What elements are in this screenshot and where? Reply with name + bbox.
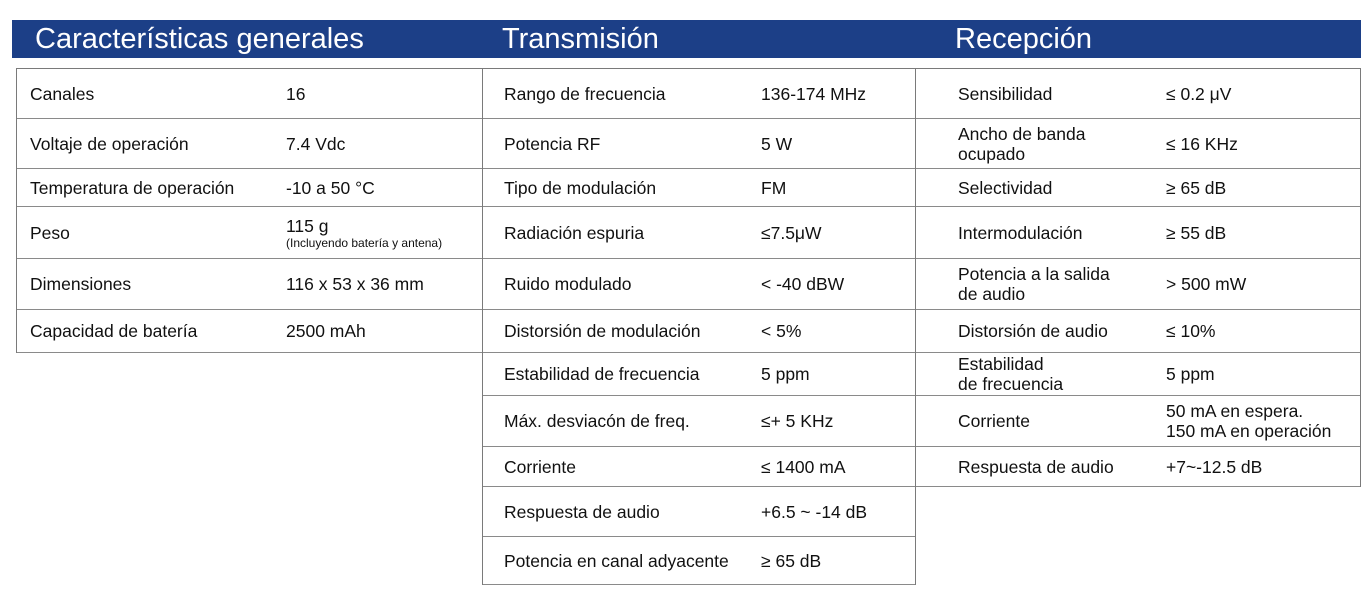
spec-row bbox=[17, 310, 482, 353]
spec-value-text: ≥ 65 dB bbox=[761, 550, 822, 571]
spec-label: Potencia en canal adyacente bbox=[504, 550, 729, 571]
spec-label: Peso bbox=[30, 222, 70, 243]
spec-value bbox=[761, 134, 792, 154]
spec-label: Sensibilidad bbox=[958, 83, 1053, 104]
transmission-specs-table bbox=[482, 68, 916, 585]
spec-value bbox=[761, 321, 801, 341]
spec-row bbox=[483, 353, 915, 396]
spec-value bbox=[1166, 321, 1216, 341]
spec-value bbox=[1166, 401, 1331, 441]
general-specs-table bbox=[16, 68, 483, 353]
spec-row bbox=[17, 169, 482, 207]
spec-row bbox=[483, 447, 915, 487]
reception-specs-table bbox=[915, 68, 1361, 487]
spec-value-text: +7~-12.5 dB bbox=[1166, 456, 1263, 477]
spec-row bbox=[17, 69, 482, 119]
header-general: Características generales bbox=[35, 23, 364, 55]
spec-value bbox=[1166, 223, 1226, 243]
spec-value-text: < -40 dBW bbox=[761, 274, 845, 294]
spec-label: Estabilidad de frecuencia bbox=[958, 354, 1064, 394]
spec-row bbox=[916, 169, 1360, 207]
spec-row bbox=[916, 447, 1360, 487]
spec-row bbox=[916, 69, 1360, 119]
section-header-band bbox=[12, 20, 1361, 58]
spec-row bbox=[483, 396, 915, 447]
spec-value-text: ≤ 10% bbox=[1166, 321, 1216, 341]
spec-row bbox=[916, 396, 1360, 447]
spec-value-text: ≤+ 5 KHz bbox=[761, 411, 834, 431]
spec-value bbox=[761, 223, 822, 243]
spec-row bbox=[17, 207, 482, 259]
spec-label: Tipo de modulación bbox=[504, 177, 657, 198]
spec-value-text: > 500 mW bbox=[1166, 274, 1247, 294]
spec-value bbox=[761, 84, 866, 104]
spec-row bbox=[483, 69, 915, 119]
spec-value bbox=[286, 274, 424, 294]
spec-label: Capacidad de batería bbox=[30, 321, 198, 341]
spec-label: Respuesta de audio bbox=[958, 456, 1114, 477]
spec-row bbox=[483, 169, 915, 207]
spec-value bbox=[1166, 274, 1246, 294]
spec-value bbox=[1166, 178, 1226, 198]
spec-row bbox=[483, 119, 915, 169]
spec-value-text: ≤ 16 KHz bbox=[1166, 133, 1238, 154]
spec-value-text: 16 bbox=[286, 83, 306, 104]
spec-label: Estabilidad de frecuencia bbox=[504, 364, 700, 384]
spec-value bbox=[761, 502, 867, 522]
spec-value-text: +6.5 ~ -14 dB bbox=[761, 501, 868, 522]
spec-value bbox=[761, 551, 821, 571]
spec-label: Rango de frecuencia bbox=[504, 83, 666, 104]
spec-value-text: 5 W bbox=[761, 133, 793, 154]
spec-value-text: 136-174 MHz bbox=[761, 83, 867, 104]
spec-value-text: 115 g bbox=[286, 215, 329, 236]
spec-row bbox=[483, 207, 915, 259]
spec-label: Canales bbox=[30, 83, 95, 104]
spec-value-text: 2500 mAh bbox=[286, 321, 366, 341]
spec-row bbox=[483, 537, 915, 585]
spec-value bbox=[1166, 457, 1262, 477]
spec-label: Selectividad bbox=[958, 177, 1053, 198]
spec-row bbox=[483, 310, 915, 353]
spec-value-text: ≥ 55 dB bbox=[1166, 222, 1227, 243]
spec-value bbox=[1166, 134, 1238, 154]
spec-value-text: 7.4 Vdc bbox=[286, 133, 346, 154]
spec-row bbox=[916, 259, 1360, 310]
spec-value-text: 5 ppm bbox=[761, 364, 810, 384]
spec-value bbox=[286, 321, 366, 341]
spec-label: Distorsión de modulación bbox=[504, 321, 701, 341]
spec-row bbox=[17, 259, 482, 310]
spec-value-text: < 5% bbox=[761, 321, 802, 341]
spec-value bbox=[1166, 364, 1215, 384]
spec-row bbox=[916, 310, 1360, 353]
header-reception: Recepción bbox=[955, 23, 1093, 55]
spec-value-text: ≤7.5μW bbox=[761, 222, 822, 243]
spec-value bbox=[761, 274, 844, 294]
spec-value-text: 116 x 53 x 36 mm bbox=[286, 274, 424, 294]
spec-label: Potencia RF bbox=[504, 133, 601, 154]
spec-label: Corriente bbox=[958, 411, 1030, 431]
spec-label: Radiación espuria bbox=[504, 222, 645, 243]
spec-value bbox=[761, 178, 786, 198]
spec-value bbox=[761, 411, 833, 431]
spec-row bbox=[483, 487, 915, 537]
spec-label: Distorsión de audio bbox=[958, 321, 1108, 341]
spec-label: Corriente bbox=[504, 456, 576, 477]
spec-label: Potencia a la salida de audio bbox=[958, 264, 1110, 304]
spec-row bbox=[483, 259, 915, 310]
spec-label: Intermodulación bbox=[958, 222, 1083, 243]
spec-label: Dimensiones bbox=[30, 274, 132, 294]
spec-value-text: ≤ 0.2 μV bbox=[1166, 83, 1232, 104]
spec-value-text: 5 ppm bbox=[1166, 364, 1215, 384]
spec-value bbox=[286, 84, 305, 104]
spec-value bbox=[286, 216, 442, 250]
spec-label: Máx. desviacón de freq. bbox=[504, 411, 690, 431]
header-transmission: Transmisión bbox=[502, 23, 659, 55]
spec-value bbox=[286, 178, 375, 198]
spec-row bbox=[916, 353, 1360, 396]
spec-row bbox=[17, 119, 482, 169]
spec-value-text: 50 mA en espera. 150 mA en operación bbox=[1166, 401, 1332, 441]
spec-value-text: ≤ 1400 mA bbox=[761, 456, 846, 477]
spec-value-text: FM bbox=[761, 177, 787, 198]
spec-note: (Incluyendo batería y antena) bbox=[286, 235, 443, 250]
spec-value-text: -10 a 50 °C bbox=[286, 177, 375, 198]
spec-value-text: ≥ 65 dB bbox=[1166, 177, 1227, 198]
spec-label: Respuesta de audio bbox=[504, 501, 660, 522]
spec-value bbox=[1166, 84, 1231, 104]
spec-label: Temperatura de operación bbox=[30, 177, 235, 198]
spec-value bbox=[286, 134, 345, 154]
spec-label: Ancho de banda ocupado bbox=[958, 123, 1086, 164]
spec-label: Ruido modulado bbox=[504, 274, 632, 294]
spec-value bbox=[761, 457, 846, 477]
spec-row bbox=[916, 207, 1360, 259]
spec-value bbox=[761, 364, 810, 384]
spec-label: Voltaje de operación bbox=[30, 133, 189, 154]
spec-row bbox=[916, 119, 1360, 169]
